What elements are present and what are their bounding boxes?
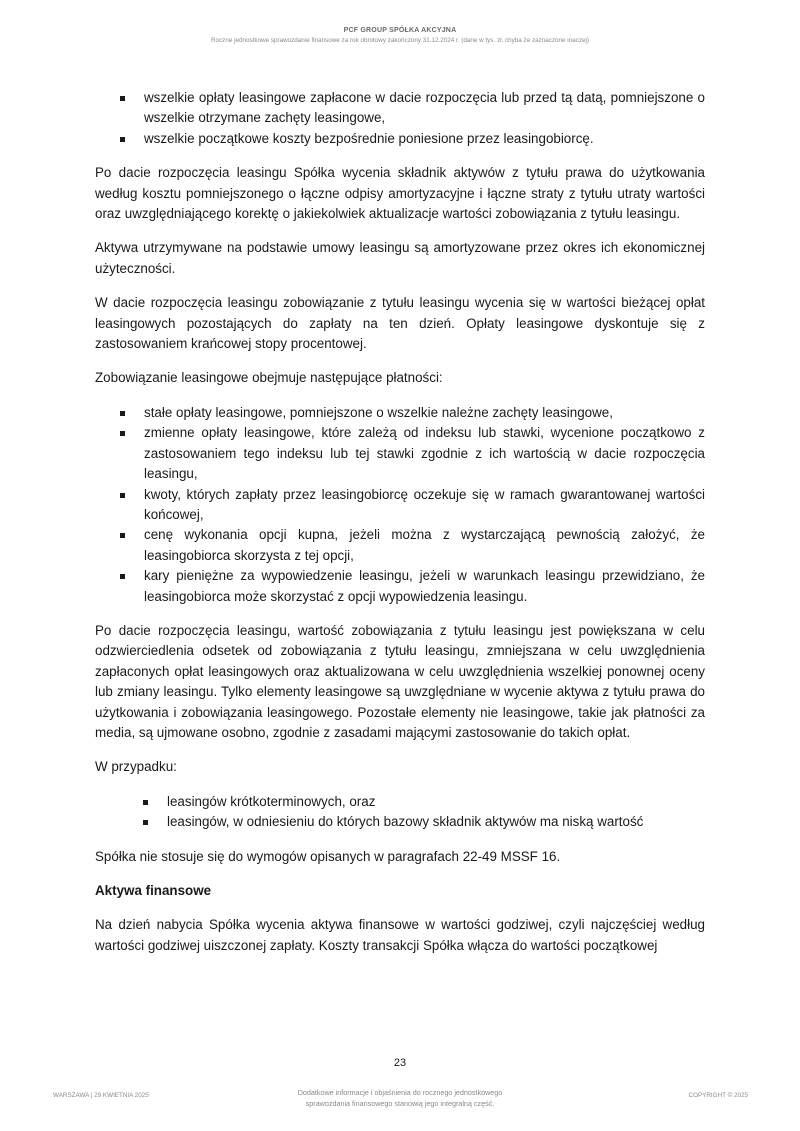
paragraph: Po dacie rozpoczęcia leasingu Spółka wycenia składnik aktywów z tytułu prawa do użytkowania według kosztu pomniejszonego o łączne odpisy amortyzacyjne i łączne straty z tytułu utraty wartości oraz uwzględniającego korektę o jakiekolwiek aktualizacje wartości zobowiązania z tytułu leasingu. — [95, 165, 705, 222]
footer-date: WARSZAWA | 29 KWIETNIA 2025 — [53, 1092, 149, 1099]
footer-note-line: sprawozdania finansowego stanowią jego integralną część. — [305, 1099, 495, 1108]
paragraph: W dacie rozpoczęcia leasingu zobowiązanie z tytułu leasingu wycenia się w wartości bieżącej opłat leasingowych pozostających do zapłaty na ten dzień. Opłaty leasingowe dyskontuje się z zastosowaniem krańcowej stopy procentowej. — [95, 295, 705, 352]
list-item: leasingów, w odniesieniu do których bazowy składnik aktywów ma niską wartość — [95, 812, 705, 832]
page-number: 23 — [393, 1057, 407, 1069]
list-item: stałe opłaty leasingowe, pomniejszone o wszelkie należne zachęty leasingowe, — [95, 403, 705, 423]
document-body — [95, 88, 705, 970]
bullet-list-lease-payments — [95, 403, 705, 607]
list-item: wszelkie opłaty leasingowe zapłacone w dacie rozpoczęcia lub przed tą datą, pomniejszone o wszelkie otrzymane zachęty leasingowe, — [95, 88, 705, 129]
list-item: zmienne opłaty leasingowe, które zależą od indeksu lub stawki, wycenione początkowo z zastosowaniem tego indeksu lub tej stawki zgodnie z ich wartością w dacie rozpoczęcia leasingu, — [95, 423, 705, 484]
paragraph: Aktywa utrzymywane na podstawie umowy leasingu są amortyzowane przez okres ich ekonomicznej użyteczności. — [95, 240, 705, 276]
bullet-list-initial-measurement — [95, 88, 705, 149]
list-item: cenę wykonania opcji kupna, jeżeli można z wystarczającą pewnością założyć, że leasingobiorca skorzysta z tej opcji, — [95, 525, 705, 566]
paragraph: Na dzień nabycia Spółka wycenia aktywa finansowe w wartości godziwej, czyli najczęściej według wartości godziwej uiszczonej zapłaty. Koszty transakcji Spółka włącza do wartości początkowej — [95, 917, 705, 953]
footer-note — [240, 1087, 560, 1109]
list-item: kary pieniężne za wypowiedzenie leasingu, jeżeli w warunkach leasingu przewidziano, że leasingobiorca może skorzystać z opcji wypowiedzenia leasingu. — [95, 566, 705, 607]
report-subtitle: Roczne jednostkowe sprawozdanie finansowe za rok obrotowy zakończony 31.12.2024 r. (dane w tys. zł, chyba że zaznaczone inaczej) — [210, 37, 590, 44]
list-item: wszelkie początkowe koszty bezpośrednie poniesione przez leasingobiorcę. — [95, 129, 705, 149]
company-name: PCF GROUP SPÓŁKA AKCYJNA — [343, 27, 457, 34]
paragraph: W przypadku: — [95, 759, 177, 775]
section-heading: Aktywa finansowe — [95, 883, 212, 898]
list-item: leasingów krótkoterminowych, oraz — [95, 792, 705, 812]
paragraph: Spółka nie stosuje się do wymogów opisanych w paragrafach 22-49 MSSF 16. — [95, 848, 561, 864]
footer-copyright: COPYRIGHT © 2025 — [688, 1092, 748, 1099]
page-header — [0, 27, 800, 44]
footer-note-line: Dodatkowe informacje i objaśnienia do rocznego jednostkowego — [297, 1088, 503, 1097]
list-item: kwoty, których zapłaty przez leasingobiorcę oczekuje się w ramach gwarantowanej wartości końcowej, — [95, 485, 705, 526]
bullet-list-exemptions — [95, 792, 705, 833]
paragraph: Po dacie rozpoczęcia leasingu, wartość zobowiązania z tytułu leasingu jest powiększana w celu odzwierciedlenia odsetek od zobowiązania z tytułu leasingu, zmniejszana w celu uwzględnienia zapłaconych opłat leasingowych oraz aktualizowana w celu uwzględnienia wszelkiej ponownej oceny lub zmiany leasingu. Tylko elementy leasingowe są uwzględniane w wycenie aktywa z tytułu prawa do użytkowania i zobowiązania leasingowego. Pozostałe elementy nie leasingowe, takie jak płatności za media, są ujmowane osobno, zgodnie z zasadami mającymi zastosowanie do takich opłat. — [95, 622, 705, 740]
paragraph: Zobowiązanie leasingowe obejmuje następujące płatności: — [95, 370, 443, 386]
